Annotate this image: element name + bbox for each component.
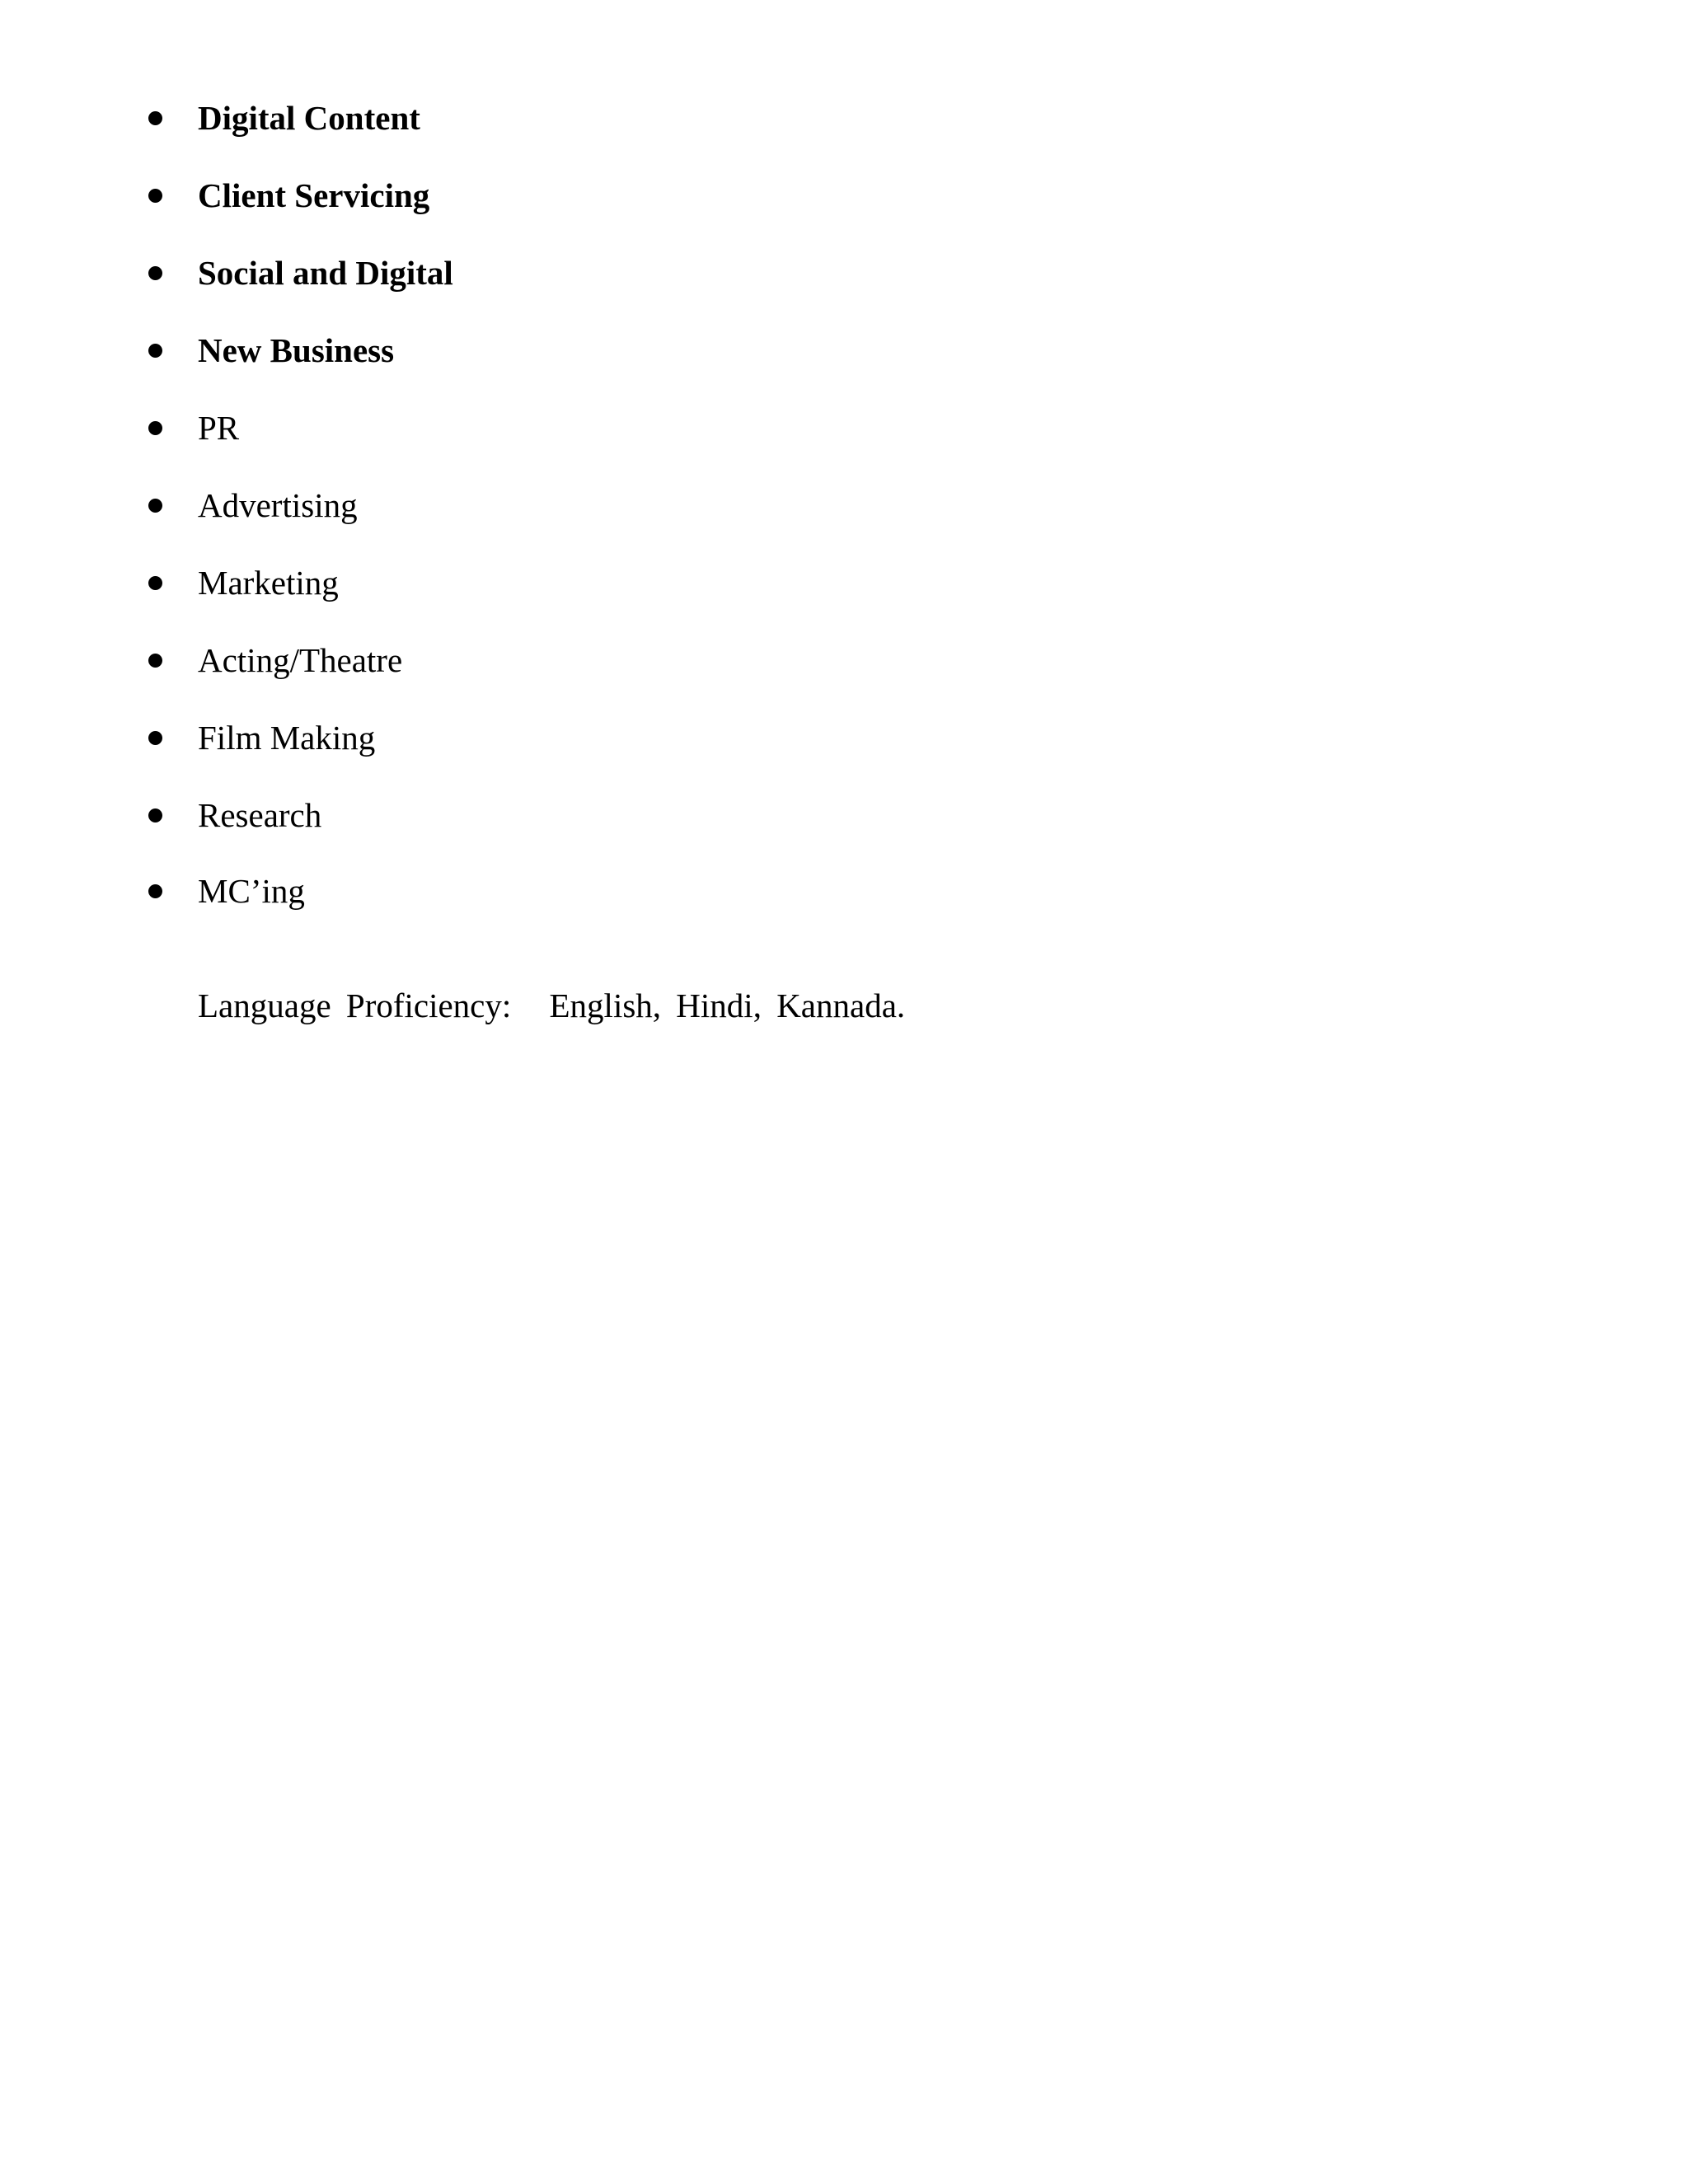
skill-label: Client Servicing	[198, 176, 430, 214]
skill-label: Digital Content	[198, 99, 420, 137]
skill-label: Marketing	[198, 564, 339, 602]
bullet-icon	[148, 266, 162, 280]
bullet-icon	[148, 189, 162, 203]
list-item	[0, 317, 1319, 383]
bullet-icon	[148, 344, 162, 358]
list-item	[0, 472, 1319, 538]
list-item	[0, 85, 1319, 151]
list-item	[0, 395, 1319, 461]
bullet-icon	[148, 808, 162, 823]
skill-label: Film Making	[198, 719, 376, 757]
list-item	[0, 705, 1319, 771]
bullet-icon	[148, 884, 162, 898]
language-label: Language Proficiency:	[198, 987, 512, 1024]
bullet-icon	[148, 421, 162, 435]
skill-label: Advertising	[198, 486, 358, 524]
list-item	[0, 162, 1319, 228]
list-item	[0, 550, 1319, 616]
bullet-icon	[148, 499, 162, 513]
list-item	[0, 858, 1319, 924]
list-item	[0, 782, 1319, 848]
bullet-icon	[148, 731, 162, 745]
bullet-icon	[148, 576, 162, 590]
skill-label: Social and Digital	[198, 254, 453, 292]
bullet-icon	[148, 654, 162, 668]
skill-label: New Business	[198, 331, 395, 369]
skill-label: MC’ing	[198, 872, 305, 910]
bullet-icon	[148, 111, 162, 125]
skill-label: PR	[198, 409, 240, 447]
list-item	[0, 240, 1319, 306]
language-proficiency	[198, 972, 905, 1038]
language-value: English, Hindi, Kannada.	[549, 987, 906, 1024]
list-item	[0, 627, 1319, 693]
skill-label: Acting/Theatre	[198, 641, 403, 679]
skill-label: Research	[198, 796, 322, 834]
